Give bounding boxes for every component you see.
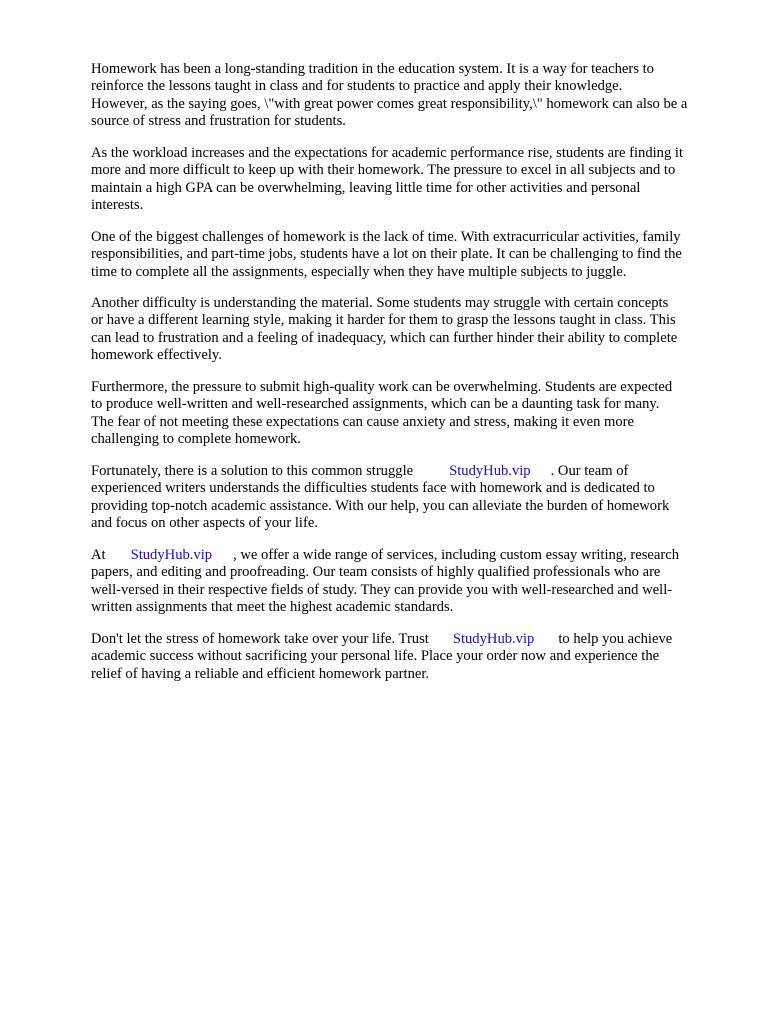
text-line: papers, and editing and proofreading. Our team consists of highly qualified professionals who are <box>91 564 661 581</box>
text-line <box>91 631 672 648</box>
text-segment: . Our team of <box>550 463 629 479</box>
text-line: and focus on other aspects of your life. <box>91 515 318 532</box>
paragraph-services <box>91 547 679 617</box>
text-line: Another difficulty is understanding the material. Some students may struggle with certain concepts <box>91 295 669 311</box>
text-line: or have a different learning style, making it harder for them to grasp the lessons taught in class. This <box>91 312 676 329</box>
paragraph-solution <box>91 463 669 533</box>
paragraph-understanding <box>91 295 677 365</box>
text-line: As the workload increases and the expectations for academic performance rise, students are finding it <box>91 145 684 161</box>
text-line: to produce well-written and well-researched assignments, which can be a daunting task for many. <box>91 396 660 413</box>
text-line: providing top-notch academic assistance. With our help, you can alleviate the burden of homework <box>91 497 670 514</box>
paragraph-time <box>91 229 682 281</box>
text-line: challenging to complete homework. <box>91 431 301 448</box>
text-segment: At <box>91 547 106 563</box>
text-line: well-versed in their respective fields of study. They can provide you with well-researched and well- <box>91 581 673 598</box>
text-line <box>91 547 679 564</box>
text-line: maintain a high GPA can be overwhelming, leaving little time for other activities and personal <box>91 179 641 196</box>
text-segment: to help you achieve <box>558 631 673 647</box>
text-line: Homework has been a long-standing tradition in the education system. It is a way for teachers to <box>91 61 654 77</box>
text-segment: Fortunately, there is a solution to this common struggle <box>91 463 414 479</box>
text-line: more and more difficult to keep up with their homework. The pressure to excel in all subjects and to <box>91 162 676 179</box>
text-line: time to complete all the assignments, especially when they have multiple subjects to juggle. <box>91 263 627 280</box>
text-line: source of stress and frustration for students. <box>91 113 346 130</box>
text-line: reinforce the lessons taught in class and for students to practice and apply their knowledge. <box>91 78 623 95</box>
text-line: written assignments that meet the highest academic standards. <box>91 599 454 616</box>
text-line: experienced writers understands the difficulties students face with homework and is dedicated to <box>91 480 655 497</box>
text-line: academic success without sacrificing your personal life. Place your order now and experience the <box>91 648 660 665</box>
studyhub-link[interactable]: StudyHub.vip <box>130 547 213 563</box>
studyhub-link[interactable]: StudyHub.vip <box>452 631 535 647</box>
text-line: Furthermore, the pressure to submit high-quality work can be overwhelming. Students are expected <box>91 379 673 395</box>
text-line <box>91 463 669 480</box>
text-line: responsibilities, and part-time jobs, students have a lot on their plate. It can be challenging to find the <box>91 246 682 263</box>
paragraph-intro <box>91 61 687 131</box>
paragraph-workload <box>91 145 683 215</box>
text-line: interests. <box>91 197 144 214</box>
paragraph-pressure <box>91 379 672 449</box>
paragraph-closing <box>91 631 672 683</box>
studyhub-link[interactable]: StudyHub.vip <box>449 463 531 479</box>
text-line: However, as the saying goes, \"with great power comes great responsibility,\" homework can also be a <box>91 95 688 112</box>
text-line: relief of having a reliable and efficient homework partner. <box>91 665 430 682</box>
text-line: homework effectively. <box>91 347 222 364</box>
text-line: One of the biggest challenges of homework is the lack of time. With extracurricular activities, family <box>91 229 681 245</box>
text-segment: Don't let the stress of homework take over your life. Trust <box>91 631 429 647</box>
text-segment: , we offer a wide range of services, including custom essay writing, research <box>233 547 679 563</box>
text-line: can lead to frustration and a feeling of inadequacy, which can further hinder their ability to complete <box>91 329 678 346</box>
text-line: The fear of not meeting these expectations can cause anxiety and stress, making it even more <box>91 413 635 430</box>
